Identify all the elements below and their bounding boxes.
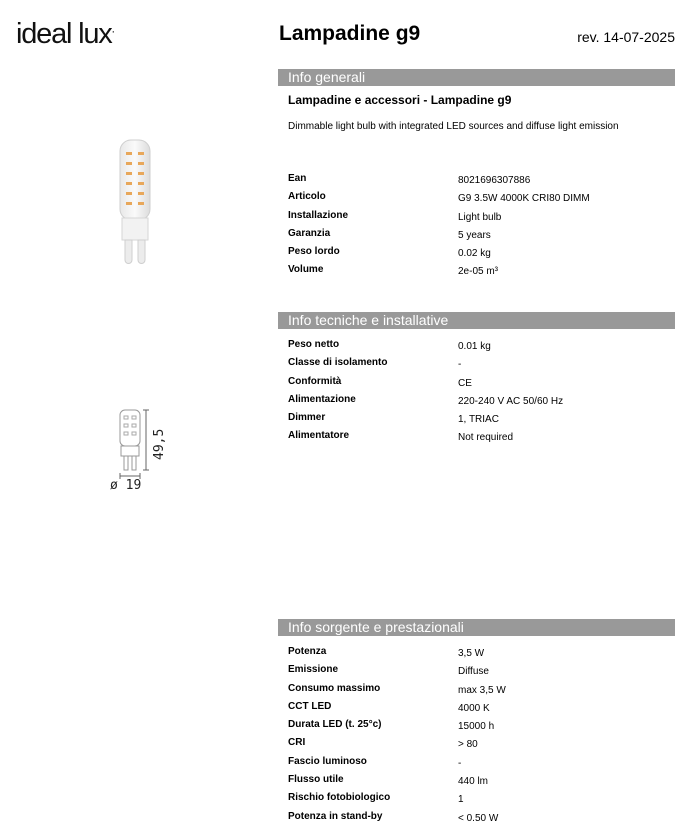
spec-row [288,339,678,357]
spec-value: 0.02 kg [458,248,491,260]
spec-value: Diffuse [458,666,489,678]
technical-info-table [288,339,678,449]
spec-value: > 80 [458,739,478,751]
spec-value: 5 years [458,229,491,241]
spec-value: 440 lm [458,776,489,788]
spec-row [288,646,678,664]
spec-row [288,376,678,394]
spec-row [288,228,678,246]
spec-row [288,412,678,430]
spec-value: - [458,359,462,371]
general-info-table [288,173,678,283]
spec-label: Alimentazione [288,393,356,405]
source-info-table [288,646,678,829]
spec-value: 4000 K [458,702,490,714]
spec-label: Alimentatore [288,430,350,442]
spec-label: Potenza [288,646,327,657]
spec-label: Volume [288,264,324,276]
spec-label: Emissione [288,664,339,676]
section-header-general: Info generali [278,69,675,86]
spec-row [288,774,678,792]
spec-label: Consumo massimo [288,682,381,694]
brand-logo [16,18,114,51]
spec-label: Dimmer [288,412,326,424]
spec-value: CE [458,377,472,389]
spec-label: Flusso utile [288,774,344,786]
spec-value: 15000 h [458,721,495,733]
spec-row [288,664,678,682]
spec-row [288,264,678,282]
spec-label: CCT LED [288,700,332,712]
spec-value: max 3,5 W [458,684,506,696]
spec-row [288,683,678,701]
spec-row [288,246,678,264]
spec-label: Classe di isolamento [288,357,388,369]
diameter-dimension-label: ø 19 [110,478,142,493]
spec-value: 8021696307886 [458,175,531,186]
spec-value: Light bulb [458,211,502,223]
spec-label: Potenza in stand-by [288,810,383,822]
spec-row [288,756,678,774]
spec-value: 2e-05 m³ [458,266,499,278]
revision-date: rev. 14-07-2025 [577,29,675,45]
spec-row [288,394,678,412]
product-category: Lampadine e accessori - Lampadine g9 [288,93,512,107]
spec-row [288,430,678,448]
spec-label: Durata LED (t. 25°c) [288,719,382,731]
section-header-source: Info sorgente e prestazionali [278,619,675,636]
spec-row [288,811,678,829]
spec-label: Fascio luminoso [288,755,367,767]
section-header-technical: Info tecniche e installative [278,312,675,329]
spec-row [288,210,678,228]
dimension-drawing [100,400,180,500]
spec-value: 1 [458,794,464,806]
spec-value: - [458,757,462,769]
spec-value: 0.01 kg [458,341,491,352]
spec-value: 220-240 V AC 50/60 Hz [458,395,564,407]
spec-label: Conformità [288,375,342,387]
spec-row [288,191,678,209]
spec-label: CRI [288,737,306,749]
spec-row [288,719,678,737]
spec-label: Garanzia [288,227,331,239]
spec-row [288,701,678,719]
product-description: Dimmable light bulb with integrated LED sources and diffuse light emission [288,121,619,132]
spec-value: < 0.50 W [458,812,499,824]
spec-value: Not required [458,432,514,444]
spec-row [288,357,678,375]
spec-label: Ean [288,173,307,184]
spec-label: Peso netto [288,339,340,350]
spec-label: Rischio fotobiologico [288,792,391,804]
spec-value: 1, TRIAC [458,414,499,426]
logo-text: ideal lux [16,18,112,50]
page-title: Lampadine g9 [279,22,421,45]
spec-label: Articolo [288,191,326,203]
spec-label: Peso lordo [288,246,340,258]
spec-row [288,173,678,191]
spec-value: 3,5 W [458,648,485,659]
bulb-product-image [108,138,162,278]
height-dimension-label: 49,5 [152,428,167,460]
spec-row [288,737,678,755]
logo-dot: . [111,21,114,36]
spec-label: Installazione [288,209,349,221]
spec-value: G9 3.5W 4000K CRI80 DIMM [458,193,590,205]
spec-row [288,792,678,810]
